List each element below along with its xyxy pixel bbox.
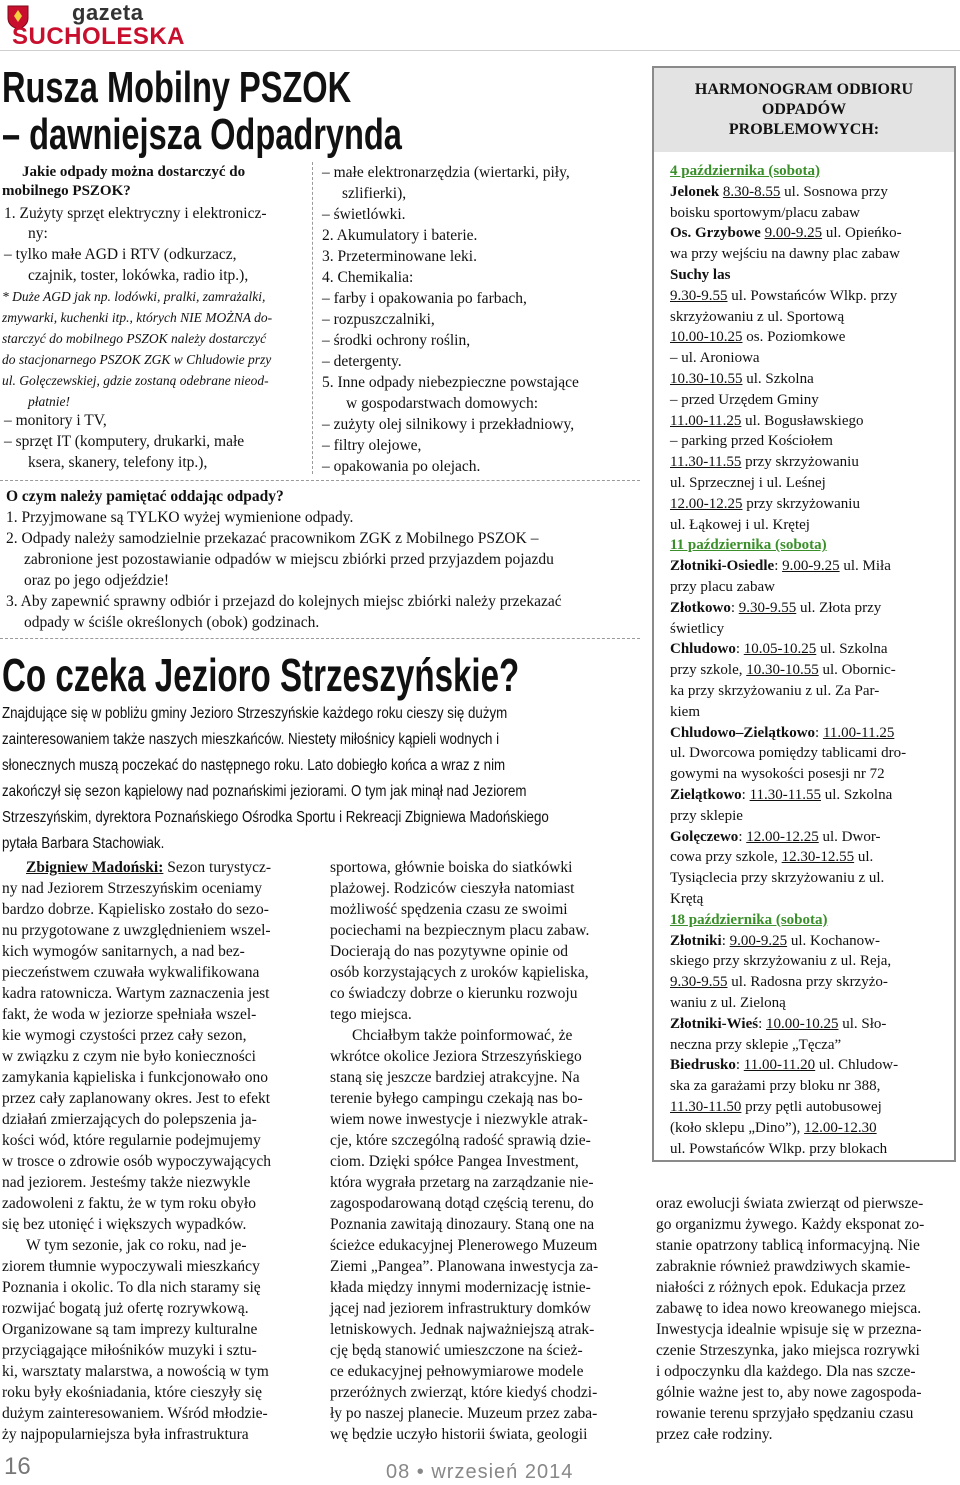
schedule-line — [670, 726, 894, 741]
schedule-line — [670, 518, 810, 533]
location-detail: : — [735, 1057, 744, 1074]
location-detail: ul. Radosna przy skrzyżo- — [727, 974, 888, 991]
logo-top-text: gazeta — [72, 0, 144, 25]
list-item: w gospodarstwach domowych: — [346, 395, 538, 412]
location-detail: przy skrzyżowaniu — [741, 454, 859, 471]
time-range: 9.00-9.25 — [764, 225, 823, 242]
paragraph-line: ciom. Dzięki spółce Pangea Investment, — [330, 1153, 579, 1170]
paragraph-line: oraz ewolucji świata zwierząt od pierwsze- — [656, 1195, 924, 1212]
time-range: 9.00-9.25 — [782, 558, 840, 575]
list-item: 5. Inne odpady niebezpieczne powstające — [322, 374, 579, 391]
paragraph-line: nad jeziorem. Jesteśmy także niezwykle — [2, 1174, 251, 1191]
location-detail: cowa przy szkole, — [670, 849, 782, 866]
paragraph-line: zabawę to idea nowo kreowanego miejsca. — [656, 1300, 922, 1317]
list-item: 4. Chemikalia: — [322, 269, 414, 286]
paragraph-line: nu przygotowane z uwzględnieniem wszel- — [2, 922, 271, 939]
schedule-line — [670, 871, 884, 886]
paragraph-line: przeróżnych zwierząt, które kiedyś chodzi- — [330, 1384, 598, 1401]
schedule-line — [670, 975, 888, 990]
list-item: szlifierki), — [342, 185, 407, 202]
paragraph-line: tego miejsca. — [330, 1006, 412, 1023]
location-detail: (koło sklepu „Dino”), — [670, 1119, 805, 1136]
schedule-line — [670, 850, 873, 865]
location-detail: ul. Powstańców Wlkp. przy — [727, 287, 898, 304]
location-detail: skrzyżowaniu z ul. Sportową — [670, 308, 845, 325]
schedule-line — [670, 788, 892, 803]
schedule-line — [670, 601, 881, 616]
paragraph-line: zabraknie również prawdziwych skamie- — [656, 1258, 911, 1275]
location-detail: przy szkole, — [670, 662, 747, 679]
paragraph-line: dużym zainteresowaniem. Wśród młodzie- — [2, 1405, 268, 1422]
sidebar-heading-line: HARMONOGRAM ODBIORU — [694, 81, 914, 98]
time-range: 10.30-10.55 — [670, 371, 743, 387]
schedule-line — [670, 767, 885, 782]
paragraph-line: ży najpopularniejsza była infrastruktura — [2, 1426, 249, 1443]
location-detail: świetlicy — [670, 620, 725, 637]
location-detail: Tysiąclecia przy skrzyżowaniu z ul. — [670, 870, 885, 887]
location-detail: kiem — [670, 703, 700, 720]
location-detail: ul. Powstańców Wlkp. przy blokach — [670, 1140, 888, 1157]
article1-title-line1: Rusza Mobilny PSZOK — [2, 63, 352, 112]
schedule-line — [670, 809, 743, 824]
location-detail: ul. Dwor- — [818, 828, 881, 845]
schedule-line — [670, 372, 814, 387]
location-detail: – ul. Aroniowa — [670, 350, 760, 367]
location-detail: ul. Szkolna — [742, 371, 814, 387]
schedule-line — [670, 1079, 880, 1094]
time-range: 10.00-10.25 — [670, 329, 743, 346]
location-name: Złotniki — [670, 932, 722, 949]
schedule-line — [670, 913, 828, 928]
paragraph-line: zadowoleni z faktu, że w tym roku obyło — [2, 1195, 256, 1212]
location-detail: boisku sportowym/placu zabaw — [670, 204, 860, 221]
paragraph-line: Inwestycja idealnie wpisuje się w przezna- — [656, 1321, 922, 1338]
schedule-line — [670, 538, 827, 553]
location-detail: ul. Sprzecznej i ul. Leśnej — [670, 475, 826, 491]
question-line: Jakie odpady można dostarczyć do — [22, 164, 246, 180]
location-detail: : — [815, 724, 823, 741]
schedule-line — [670, 705, 700, 720]
paragraph-line: wę będzie uczyło historii świata, geologii — [330, 1426, 588, 1443]
location-detail: ul. Chludow- — [815, 1057, 899, 1074]
schedule-line — [670, 310, 844, 325]
schedule-line — [670, 1038, 841, 1053]
article2-title: Co czeka Jezioro Strzeszyńskie? — [2, 649, 520, 701]
list-item: ny: — [28, 225, 48, 242]
paragraph-line: Chciałbym także poinformować, że — [352, 1027, 573, 1044]
time-range: 12.00-12.25 — [670, 495, 743, 512]
article1-title-line2: – dawniejsza Odpadrynda — [2, 110, 402, 159]
location-detail: Krętą — [670, 891, 704, 907]
paragraph-line: działań zmierzających do polepszenia ja- — [2, 1111, 257, 1128]
paragraph-line: Poznania zawitają dinozaury. Staną one na — [330, 1216, 595, 1233]
column-divider — [312, 162, 313, 474]
list-item: 3. Przeterminowane leki. — [322, 248, 477, 265]
schedule-line — [670, 746, 906, 761]
location-detail: : — [741, 787, 750, 803]
schedule-line — [670, 580, 775, 595]
remember-line: 2. Odpady należy samodzielnie przekazać pracownikom ZGK z Mobilnego PSZOK – — [6, 530, 539, 547]
paragraph-line: przyciągające miłośników muzyki i sztu- — [2, 1342, 257, 1359]
location-detail: – przed Urzędem Gminy — [670, 391, 819, 408]
location-name: Suchy las — [670, 267, 731, 283]
time-range: 12.30-12.55 — [781, 849, 855, 866]
lead-line: zakończył się sezon kąpielowy nad poznańskimi jeziorami. O tym jak minął nad Jeziorem — [2, 783, 527, 800]
paragraph-line: zagospodarowaną dotąd częścią terenu, do — [330, 1195, 594, 1212]
note-line: starczyć do mobilnego PSZOK należy dostarczyć — [2, 331, 267, 346]
paragraph-line: kadra ratownicza. Wartym zaznaczenia jest — [2, 985, 270, 1002]
paragraph-line: gólnie ważne jest to, aby nowe zagospoda- — [656, 1384, 922, 1401]
location-detail: wa przy wejściu na dawny plac zabaw — [670, 246, 900, 263]
location-detail: – parking przed Kościołem — [670, 433, 833, 450]
time-range: 11.00-11.25 — [670, 412, 742, 429]
paragraph-line: Organizowane są tam imprezy kulturalne — [2, 1321, 258, 1338]
list-item: – rozpuszczalniki, — [322, 311, 435, 328]
paragraph-line: bardzo dobrze. Kąpielisko zostało do sezo- — [2, 901, 269, 918]
paragraph-line: rozwijać bogatą już ofertę rozrywkową. — [2, 1300, 249, 1317]
paragraph-line: ły po naszej planecie. Muzeum przez zaba- — [330, 1405, 598, 1422]
schedule-line — [670, 351, 760, 366]
paragraph-line: sportowa, głównie boiska do siatkówki — [330, 859, 573, 876]
location-name: Biedrusko — [670, 1057, 736, 1074]
schedule-date: 4 października (sobota) — [670, 163, 820, 179]
schedule-line — [670, 684, 879, 699]
issue-date: 08 • wrzesień 2014 — [386, 1461, 574, 1483]
paragraph-line: czenie Strzeszynka, jako miejsca rozrywki — [656, 1342, 920, 1359]
time-range: 11.00-11.25 — [822, 724, 895, 741]
location-name: Jelonek — [670, 183, 723, 200]
paragraph-line: ce edukacyjnej pełnowymiarowe modele — [330, 1363, 584, 1380]
section-divider — [0, 638, 640, 639]
remember-line: odpady w ściśle określonych (obok) godzinach. — [24, 614, 320, 631]
schedule-line — [670, 289, 897, 304]
schedule-line — [670, 559, 891, 574]
schedule-date: 18 października (sobota) — [670, 911, 828, 928]
time-range: 9.30-9.55 — [738, 599, 797, 616]
paragraph-line: pieczeństwem czuwała wykwalifikowana — [2, 964, 260, 981]
paragraph-line: terenie byłego campingu czekają nas bo- — [330, 1090, 583, 1107]
time-range: 10.30-10.55 — [746, 662, 819, 679]
location-detail: ska za garażami przy bloku nr 388, — [670, 1078, 881, 1095]
note-line: ul. Golęczewskiej, gdzie zostaną odebrane nieod- — [2, 373, 269, 388]
paragraph-line: zamykania kąpieliska i funkcjonowało ono — [2, 1069, 269, 1086]
remember-heading: O czym należy pamiętać oddając odpady? — [6, 488, 284, 505]
list-item: – farby i opakowania po farbach, — [322, 290, 527, 307]
schedule-line — [670, 1142, 887, 1157]
note-line: * Duże AGD jak np. lodówki, pralki, zamrażalki, — [2, 289, 266, 304]
list-item: ksera, skanery, telefony itp.), — [28, 454, 208, 471]
location-name: Golęczewo — [670, 828, 739, 845]
paragraph-line: fakt, że woda w jeziorze spełniała wszel- — [2, 1006, 257, 1023]
paragraph-line: ki, warsztaty malarstwa, a nowością w tym — [2, 1363, 269, 1380]
paragraph-line: kłada między innymi modernizację istnie- — [330, 1279, 591, 1296]
location-name: Chludowo — [670, 641, 736, 658]
location-detail: ul. Miła — [839, 558, 891, 575]
location-detail: waniu z ul. Zieloną — [670, 995, 786, 1011]
time-range: 9.30-9.55 — [670, 974, 728, 991]
paragraph-line: się bez utonięć i większych wypadków. — [2, 1216, 247, 1233]
location-detail: skiego przy skrzyżowaniu z ul. Reja, — [670, 953, 892, 970]
list-item: 2. Akumulatory i baterie. — [322, 227, 478, 244]
location-name: Os. Grzybowe — [670, 225, 765, 242]
logo-bottom-text: SUCHOLESKA — [12, 23, 186, 50]
remember-line: 3. Aby zapewnić sprawny odbiór i przejazd do kolejnych miejsc zbiórki należy przekazać — [6, 593, 562, 610]
time-range: 10.05-10.25 — [743, 641, 817, 658]
paragraph-line: kie wymogi czystości przez cały sezon, — [2, 1027, 247, 1044]
note-line: zmywarki, kuchenki itp., których NIE MOŻNA do- — [2, 310, 273, 325]
location-name: Chludowo–Zielątkowo — [670, 724, 816, 741]
section-divider — [0, 480, 640, 481]
paragraph-line: cję będą stanowić umieszczone na ścież- — [330, 1342, 583, 1359]
location-detail: ul. Sosnowa przy — [780, 183, 888, 200]
location-detail: ul. Bogusławskiego — [741, 412, 864, 429]
note-line: płatnie! — [28, 394, 70, 409]
line-text: Sezon turystycz- — [163, 859, 271, 876]
list-item: – filtry olejowe, — [322, 437, 422, 454]
location-detail: os. Poziomkowe — [742, 329, 846, 346]
paragraph-line: go organizmu żywego. Każdy eksponat zo- — [656, 1216, 925, 1233]
schedule-line — [670, 434, 833, 449]
location-detail: : — [774, 558, 783, 575]
schedule-line — [670, 268, 730, 283]
paragraph-line: ny nad Jeziorem Strzeszyńskim oceniamy — [2, 880, 262, 897]
paragraph-line: wkrótce okolice Jeziora Strzeszyńskiego — [330, 1048, 582, 1065]
location-detail: ul. Kochanow- — [787, 932, 881, 949]
schedule-date: 11 października (sobota) — [670, 537, 827, 554]
location-detail: ul. Złota przy — [796, 599, 882, 616]
paragraph-line: Poznania i okolic. To dla nich staramy się — [2, 1279, 261, 1296]
location-detail: ul. — [854, 849, 874, 866]
remember-line: oraz po jego odjeździe! — [24, 572, 170, 589]
location-detail: : — [738, 828, 747, 845]
paragraph-line: niałości z różnych epok. Edukacja przez — [656, 1279, 906, 1296]
location-name: Złotkowo — [670, 599, 731, 616]
paragraph-line: staną się jeszcze bardziej atrakcyjne. Na — [330, 1069, 580, 1086]
location-detail: przy sklepie — [670, 807, 743, 824]
paragraph-line: przez całe rodziny. — [656, 1426, 773, 1443]
schedule-line — [670, 414, 863, 429]
paragraph-line: w trosce o zdrowie osób wypoczywających — [2, 1153, 272, 1170]
paragraph-line: stanie opatrzony tablicą informacyjną. Nie — [656, 1237, 920, 1254]
schedule-line — [670, 497, 860, 512]
sidebar-heading-line: PROBLEMOWYCH: — [728, 121, 880, 138]
location-name: Zielątkowo — [670, 787, 742, 803]
list-item: – tylko małe AGD i RTV (odkurzacz, — [4, 246, 237, 263]
page-number: 16 — [4, 1453, 31, 1480]
location-detail: ul. Szkolna — [820, 787, 893, 803]
paragraph-line: osób korzystających z uroków kąpieliska, — [330, 964, 589, 981]
location-detail: ul. Sło- — [838, 1015, 887, 1032]
list-item: czajnik, toster, lokówka, radio itp.), — [28, 267, 249, 284]
note-line: do stacjonarnego PSZOK ZGK w Chludowie przy — [2, 352, 272, 367]
location-detail: przy skrzyżowaniu — [742, 495, 860, 512]
location-detail: ul. Łąkowej i ul. Krętej — [670, 516, 810, 533]
schedule-line — [670, 185, 888, 200]
list-item: – detergenty. — [322, 353, 402, 370]
time-range: 9.00-9.25 — [729, 932, 788, 949]
schedule-line — [670, 892, 703, 907]
time-range: 10.00-10.25 — [766, 1015, 839, 1032]
time-range: 11.30-11.55 — [670, 454, 742, 471]
time-range: 12.00-12.25 — [746, 828, 819, 845]
lead-line: Strzeszyńskim, dyrektora Poznańskiego Ośrodka Sportu i Rekreacji Zbigniewa Madońskiego — [2, 809, 549, 826]
sidebar-heading-line: ODPADÓW — [761, 101, 847, 118]
paragraph-line: Ziemi „Pangea”. Planowana inwestycja za- — [330, 1258, 599, 1275]
schedule-line — [670, 1058, 898, 1073]
paragraph-line: wiem nowe inwestycje i niezwykle atrak- — [330, 1111, 588, 1128]
schedule-line — [670, 164, 820, 179]
schedule-line — [670, 622, 724, 637]
paragraph-line: w związku z czym nie było konieczności — [2, 1048, 256, 1065]
time-range: 11.30-11.55 — [749, 787, 821, 803]
schedule-line — [670, 1017, 886, 1032]
paragraph-line: plażowej. Rodziców cieszyła natomiast — [330, 880, 575, 897]
paragraph-line: pociechami na bezpiecznym placu zabaw. — [330, 922, 590, 939]
time-range: 9.30-9.55 — [670, 287, 728, 304]
schedule-line — [670, 996, 786, 1011]
lead-line: zainteresowaniem także naszych mieszkańców. Niestety miłośnicy kąpieli wodnych i — [2, 731, 500, 748]
paragraph-line: jącej nad jeziorem infrastruktury domków — [330, 1300, 591, 1317]
paragraph-line: ścieżce edukacyjnej Plenerowego Muzeum — [330, 1237, 598, 1254]
paragraph-line: co świadczy dobrze o kierunku rozwoju — [330, 985, 578, 1002]
paragraph-line: która wygrała przetarg na zarządzanie nie- — [330, 1174, 594, 1191]
paragraph-line — [26, 860, 271, 876]
list-item: 1. Zużyty sprzęt elektryczny i elektronicz- — [4, 205, 267, 222]
list-item: – zużyty olej silnikowy i przekładniowy, — [322, 416, 575, 433]
question-line: mobilnego PSZOK? — [2, 183, 131, 199]
header-rule — [0, 50, 960, 51]
location-detail: neczna przy sklepie „Tęcza” — [670, 1036, 842, 1053]
sidebar-heading — [654, 80, 954, 140]
schedule-line — [670, 1121, 877, 1136]
schedule-line — [670, 330, 845, 345]
location-detail: ka przy skrzyżowaniu z ul. Za Par- — [670, 683, 880, 699]
speaker-name: Zbigniew Madoński: — [26, 859, 164, 876]
list-item: – sprzęt IT (komputery, drukarki, małe — [4, 433, 245, 450]
time-range: 11.30-11.50 — [670, 1099, 742, 1115]
location-name: Złotniki-Osiedle — [670, 558, 775, 575]
location-detail: ul. Obornic- — [818, 662, 896, 679]
schedule-line — [670, 247, 900, 262]
lead-line: słonecznych muszą poczekać do następnego roku. Lato dobiegło końca a wraz z nim — [2, 757, 506, 774]
schedule-line — [670, 393, 819, 408]
paragraph-line: kich wymogów sanitarnych, a nad bez- — [2, 943, 245, 960]
location-detail: gowymi na wysokości posesji nr 72 — [670, 766, 885, 783]
paragraph-line: W tym sezonie, jak co roku, nad je- — [26, 1237, 247, 1254]
location-detail: przy pętli autobusowej — [741, 1099, 882, 1115]
list-item: – świetlówki. — [322, 206, 406, 223]
paragraph-line: Docierają do nas pozytywne opinie od — [330, 943, 569, 960]
list-item: – monitory i TV, — [4, 412, 107, 429]
schedule-line — [670, 206, 860, 221]
schedule-line — [670, 954, 891, 969]
schedule-line — [670, 1100, 882, 1115]
location-detail: : — [730, 599, 739, 616]
schedule-line — [670, 934, 880, 949]
time-range: 12.00-12.30 — [804, 1119, 877, 1136]
lead-line: pytała Barbara Stachowiak. — [2, 835, 165, 852]
schedule-line — [670, 455, 859, 470]
location-detail: : — [721, 932, 730, 949]
paragraph-line: kości wód, które regularnie podejmujemy — [2, 1132, 261, 1149]
logo — [6, 0, 186, 50]
location-detail: : — [758, 1015, 766, 1032]
list-item: – środki ochrony roślin, — [322, 332, 471, 349]
schedule-line — [670, 830, 881, 845]
location-detail: : — [735, 641, 744, 658]
remember-line: 1. Przyjmowane są TYLKO wyżej wymienione odpady. — [6, 509, 354, 526]
paragraph-line: przez cały zaplanowany okres. Jest to efekt — [2, 1090, 271, 1107]
location-name: Złotniki-Wieś — [670, 1015, 759, 1032]
location-detail: przy placu zabaw — [670, 579, 775, 595]
location-detail: ul. Opieńko- — [822, 225, 902, 242]
location-detail: ul. Szkolna — [816, 641, 888, 658]
remember-line: zabronione jest pozostawianie odpadów w miejscu zbiórki przed przyjazdem pojazdu — [24, 551, 554, 568]
paragraph-line: roku były ekośniadania, które cieszyły się — [2, 1384, 262, 1401]
time-range: 8.30-8.55 — [722, 183, 781, 200]
list-item: – opakowania po olejach. — [322, 458, 481, 475]
paragraph-line: ziorem tłumnie wypoczywali mieszkańcy — [2, 1258, 260, 1275]
paragraph-line: i odpoczynku dla każdego. Dla nas szcze- — [656, 1363, 916, 1380]
paragraph-line: letniskowych. Jednak najważniejszą atrak- — [330, 1321, 595, 1338]
schedule-line — [670, 476, 826, 491]
lead-line: Znajdujące się w pobliżu gminy Jezioro Strzeszyńskie każdego roku cieszy się dużym — [2, 705, 508, 722]
time-range: 11.00-11.20 — [743, 1057, 816, 1074]
schedule-line — [670, 663, 896, 678]
paragraph-line: rowanie terenu sprzyjało spędzaniu czasu — [656, 1405, 914, 1422]
schedule-line — [670, 226, 902, 241]
list-item: – małe elektronarzędzia (wiertarki, piły, — [322, 164, 570, 181]
schedule-line — [670, 642, 888, 657]
location-detail: ul. Dworcowa pomiędzy tablicami dro- — [670, 745, 907, 762]
paragraph-line: cje, które szczególną radość sprawią dzie- — [330, 1132, 591, 1149]
paragraph-line: możliwość spędzenia czasu ze swoimi — [330, 901, 568, 918]
